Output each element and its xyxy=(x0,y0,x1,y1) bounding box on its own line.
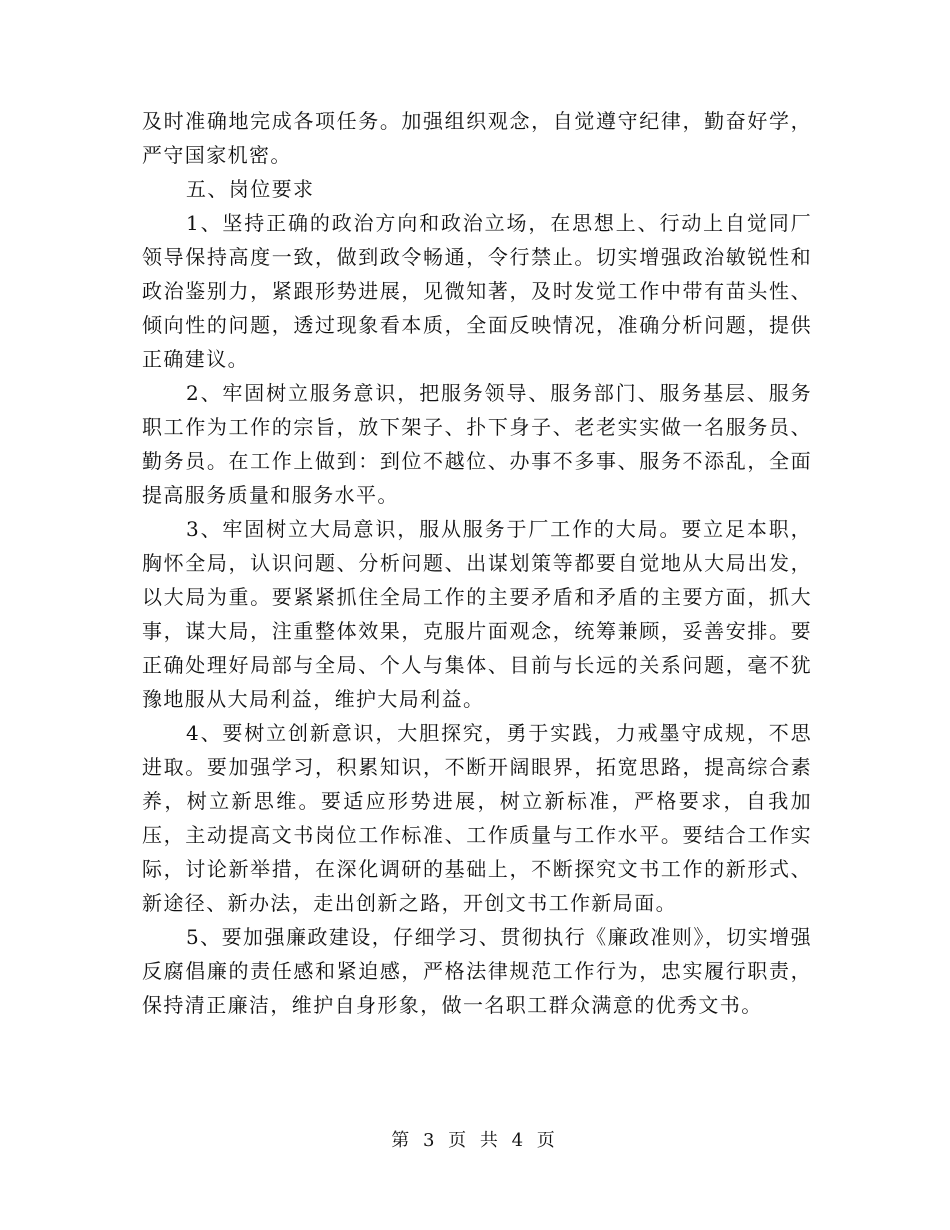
document-body xyxy=(142,104,812,1022)
page-number-footer: 第 3 页 共 4 页 xyxy=(391,1130,559,1151)
requirement-paragraph-3: 3、牢固树立大局意识，服从服务于厂工作的大局。要立足本职，胸怀全局，认识问题、分析问题、出谋划策等都要自觉地从大局出发，以大局为重。要紧紧抓住全局工作的主要矛盾和矛盾的主要方面，抓大事，谋大局，注重整体效果，克服片面观念，统筹兼顾，妥善安排。要正确处理好局部与全局、个人与集体、目前与长远的关系问题，毫不犹豫地服从大局利益，维护大局利益。 xyxy=(142,517,812,711)
requirement-paragraph-2: 2、牢固树立服务意识，把服务领导、服务部门、服务基层、服务职工作为工作的宗旨，放下架子、扑下身子、老老实实做一名服务员、勤务员。在工作上做到：到位不越位、办事不多事、服务不添乱，全面提高服务质量和服务水平。 xyxy=(142,381,812,507)
requirement-paragraph-4: 4、要树立创新意识，大胆探究，勇于实践，力戒墨守成规，不思进取。要加强学习，积累知识，不断开阔眼界，拓宽思路，提高综合素养，树立新思维。要适应形势进展，树立新标准，严格要求，自我加压，主动提高文书岗位工作标准、工作质量与工作水平。要结合工作实际，讨论新举措，在深化调研的基础上，不断探究文书工作的新形式、新途径、新办法，走出创新之路，开创文书工作新局面。 xyxy=(142,721,812,915)
continued-paragraph: 及时准确地完成各项任务。加强组织观念，自觉遵守纪律，勤奋好学，严守国家机密。 xyxy=(142,109,812,167)
requirement-paragraph-5: 5、要加强廉政建设，仔细学习、贯彻执行《廉政准则》，切实增强反腐倡廉的责任感和紧迫感，严格法律规范工作行为，忠实履行职责，保持清正廉洁，维护自身形象，做一名职工群众满意的优秀文书。 xyxy=(142,925,812,1017)
requirement-paragraph-1: 1、坚持正确的政治方向和政治立场，在思想上、行动上自觉同厂领导保持高度一致，做到政令畅通，令行禁止。切实增强政治敏锐性和政治鉴别力，紧跟形势进展，见微知著，及时发觉工作中带有苗头性、倾向性的问题，透过现象看本质，全面反映情况，准确分析问题，提供正确建议。 xyxy=(142,211,812,371)
section-heading: 五、岗位要求 xyxy=(186,177,315,201)
